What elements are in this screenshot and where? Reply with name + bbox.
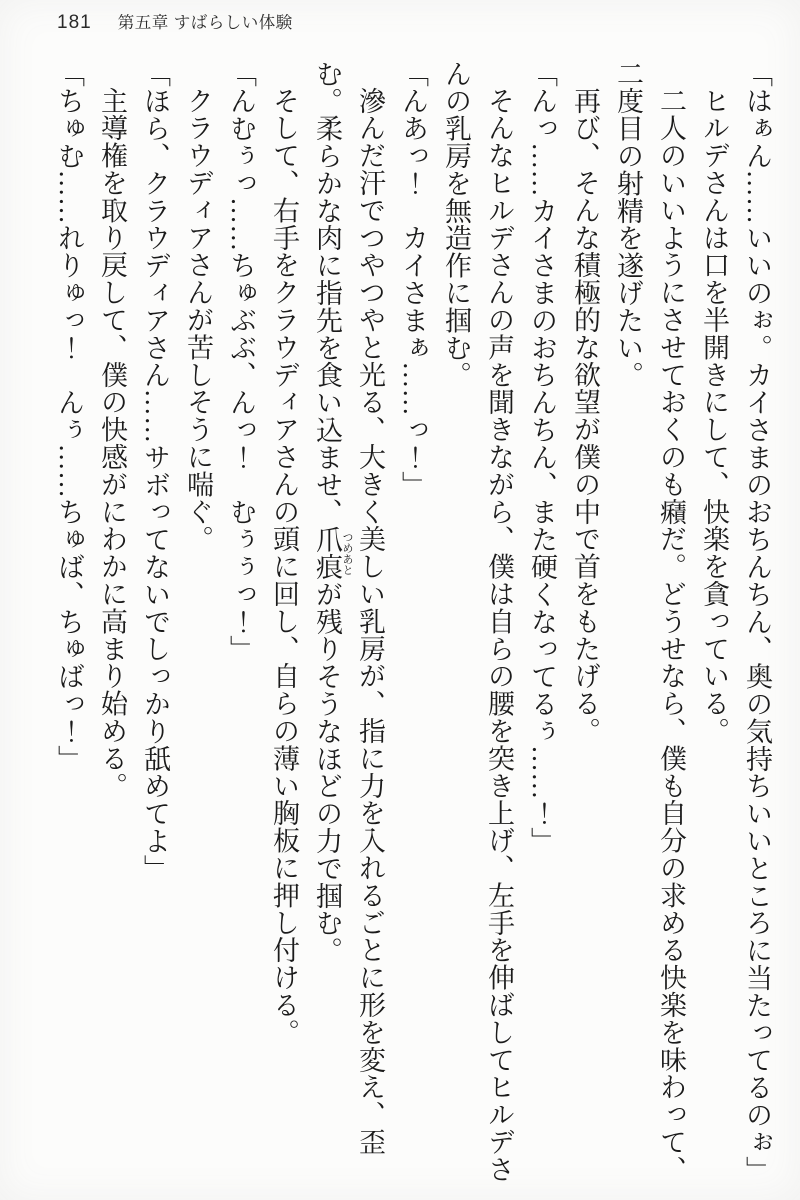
dialogue-paragraph: 「ちゅむ……れりゅっ！ んぅ……ちゅば、ちゅばっ！」 [54, 60, 84, 773]
narration-paragraph: そんなヒルデさんの声を聞きながら、僕は自らの腰を突き上げ、左手を伸ばしてヒルデさんの乳房を無造作に掴む。 [441, 60, 514, 1183]
narration-paragraph: クラウディアさんが苦しそうに喘ぐ。 [183, 87, 213, 553]
chapter-title: 第五章 すばらしい体験 [117, 14, 293, 32]
narration-paragraph: そして、右手をクラウディアさんの頭に回し、自らの薄い胸板に押し付ける。 [269, 87, 299, 1046]
narration-paragraph: 二人のいいようにさせておくのも癪だ。どうせなら、僕も自分の求める快楽を味わって、二度目の射精を遂げたい。 [613, 60, 686, 1183]
ruby-annotation: 爪痕 つめあと [312, 525, 353, 581]
narration-paragraph: 再び、そんな積極的な欲望が僕の中で首をもたげる。 [570, 87, 600, 745]
dialogue-paragraph: 「はぁん……いいのぉ。カイさまのおちんちん、奥の気持ちいいところに当たってるのぉ」 [742, 60, 772, 1184]
dialogue-paragraph: 「んっ……カイさまのおちんちん、また硬くなってるぅ……！」 [527, 60, 557, 855]
narration-paragraph: ヒルデさんは口を半開きにして、快楽を貪っている。 [699, 87, 729, 745]
text-body [47, 60, 778, 1192]
page-number: 181 [57, 12, 92, 33]
dialogue-paragraph: 「んあっ！ カイさまぁ……っ！」 [398, 60, 428, 499]
narration-paragraph: 主導権を取り戻して、僕の快感がにわかに高まり始める。 [97, 87, 127, 800]
narration-paragraph: 滲んだ汗でつやつやと光る、大きく美しい乳房が、指に力を入れるごとに形を変え、歪む。柔らかな肉に指先を食い込ませ、爪痕 つめあとが残りそうなほどの力で掴む。 [312, 60, 385, 1156]
dialogue-paragraph: 「ほら、クラウディアさん……サボってないでしっかり舐めてよ」 [140, 60, 170, 882]
running-head [57, 9, 293, 34]
dialogue-paragraph: 「んむぅっ……ちゅぶぶ、んっ！ むぅぅっ！」 [226, 60, 256, 663]
